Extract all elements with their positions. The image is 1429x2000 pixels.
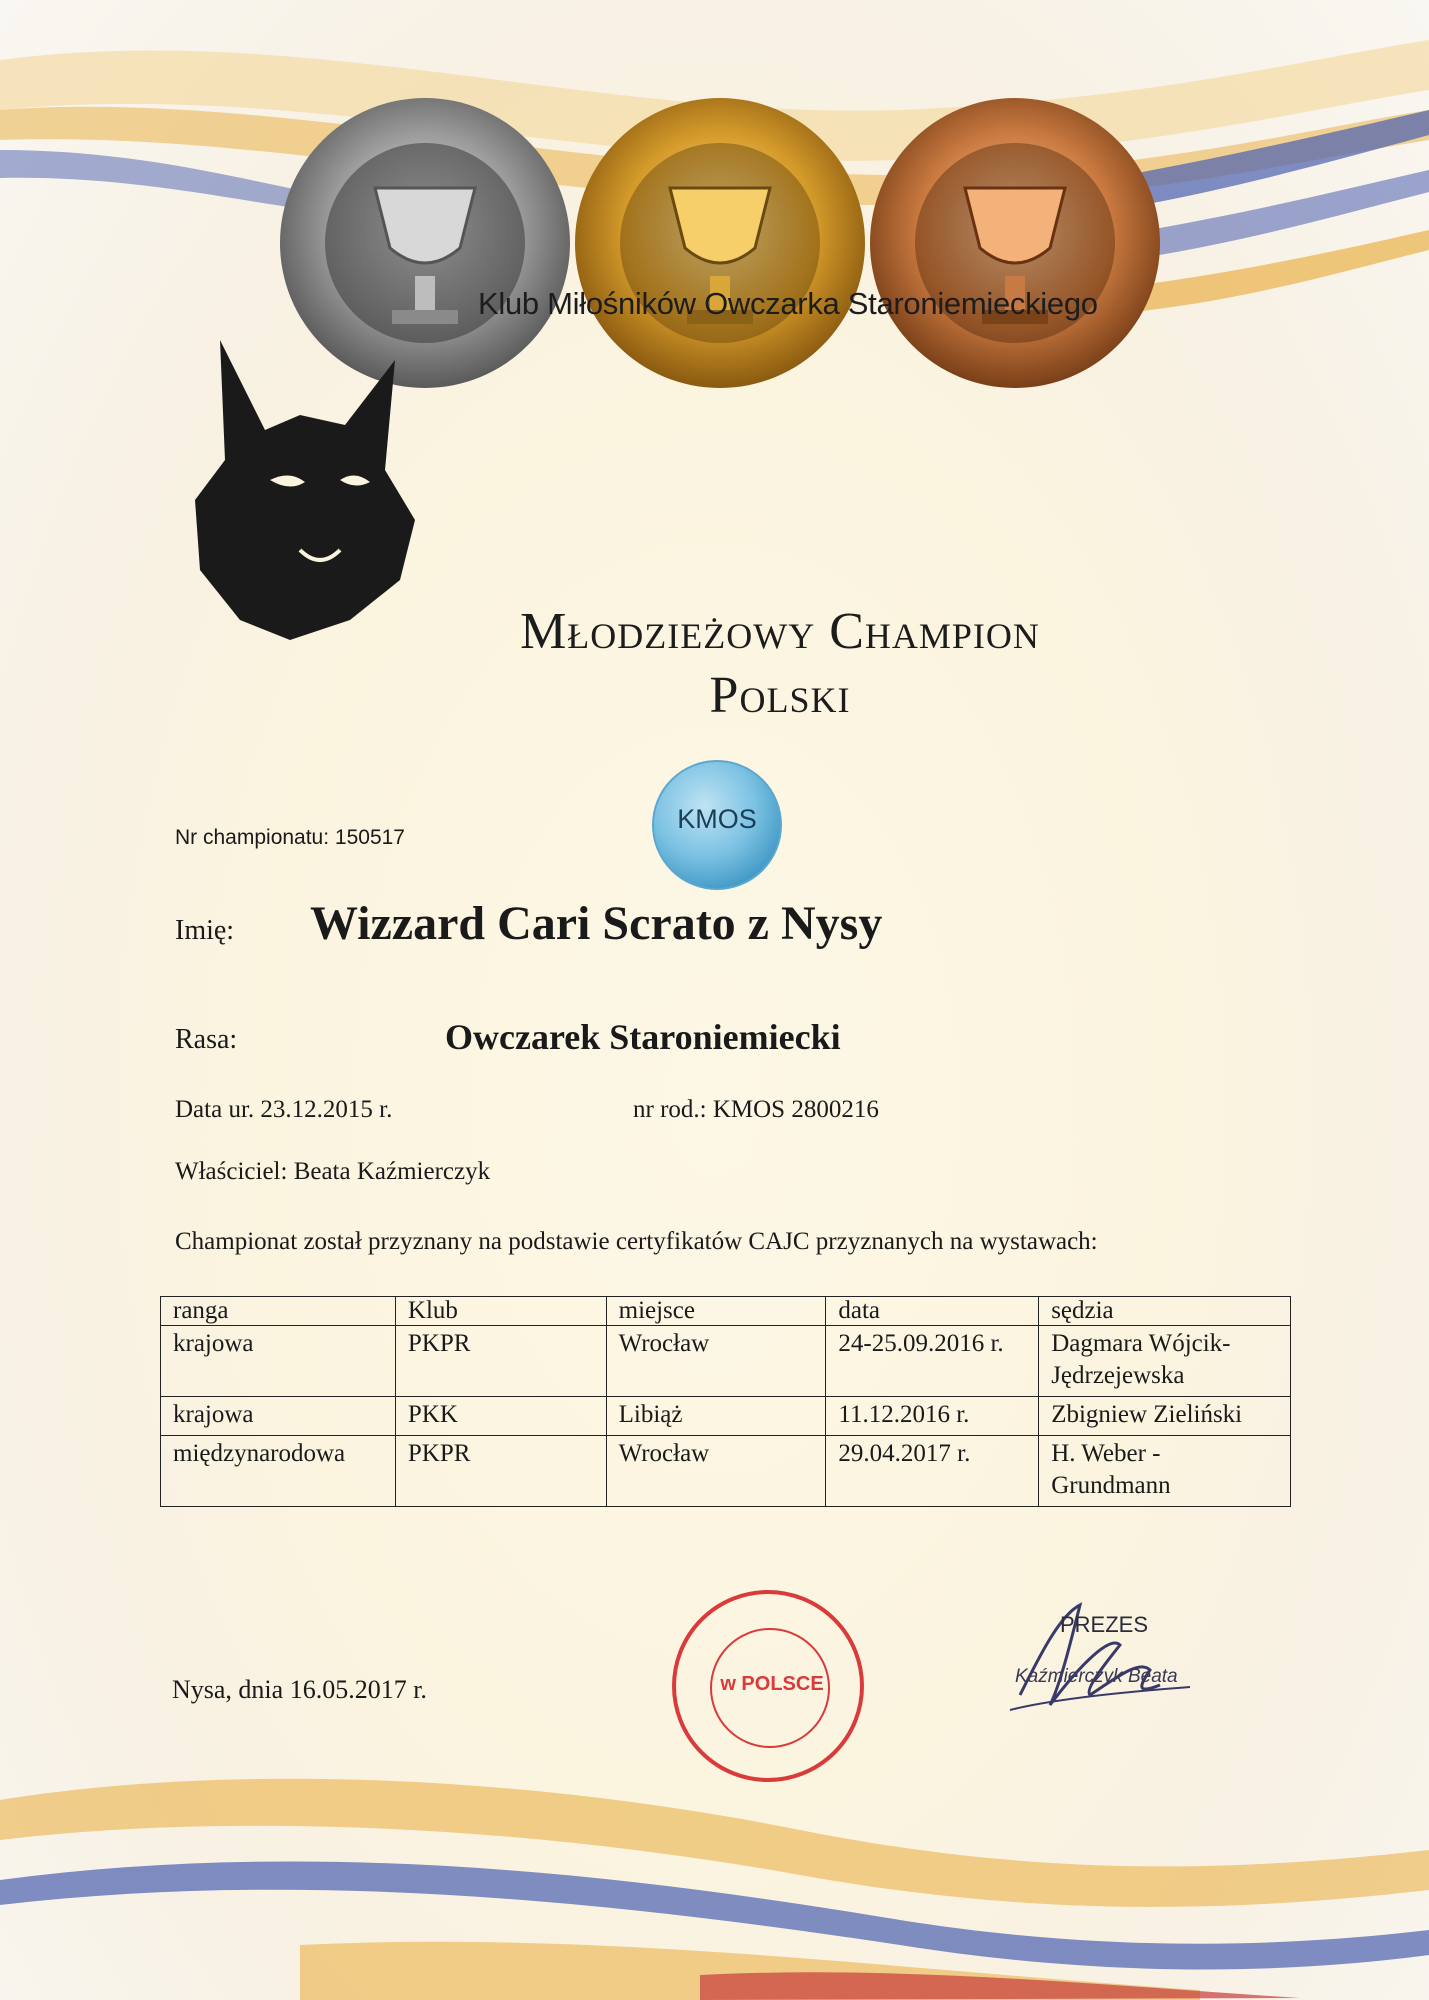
cell-rank: krajowa bbox=[161, 1326, 396, 1397]
award-basis: Championat został przyznany na podstawie certyfikatów CAJC przyznanych na wystawach: bbox=[175, 1228, 1098, 1255]
cell-club: PKK bbox=[395, 1397, 606, 1436]
breed-label: Rasa: bbox=[175, 1024, 238, 1055]
cell-rank: krajowa bbox=[161, 1397, 396, 1436]
kmos-hologram-seal bbox=[652, 760, 782, 890]
table-row bbox=[161, 1326, 1291, 1397]
president-signature bbox=[990, 1575, 1220, 1725]
championship-number: Nr championatu: 150517 bbox=[175, 826, 405, 849]
cell-club: PKPR bbox=[395, 1436, 606, 1507]
title-line-2: Polski bbox=[709, 667, 851, 724]
cell-judge: H. Weber - Grundmann bbox=[1039, 1436, 1291, 1507]
header-place: miejsce bbox=[606, 1297, 826, 1326]
gold-medal-icon bbox=[575, 98, 865, 388]
cell-date: 29.04.2017 r. bbox=[826, 1436, 1039, 1507]
dog-name: Wizzard Cari Scrato z Nysy bbox=[310, 897, 883, 950]
stamp-center-text: w POLSCE bbox=[720, 1673, 824, 1695]
cell-place: Wrocław bbox=[606, 1436, 826, 1507]
cell-judge: Zbigniew Zieliński bbox=[1039, 1397, 1291, 1436]
breed-value: Owczarek Staroniemiecki bbox=[445, 1017, 841, 1057]
bottom-decorative-waves bbox=[0, 1740, 1429, 2000]
header-judge: sędzia bbox=[1039, 1297, 1291, 1326]
cell-place: Wrocław bbox=[606, 1326, 826, 1397]
date-of-birth: Data ur. 23.12.2015 r. bbox=[175, 1096, 393, 1123]
bronze-medal-icon bbox=[870, 98, 1160, 388]
club-name: Klub Miłośników Owczarka Staroniemieckiego bbox=[478, 286, 1098, 321]
place-and-date: Nysa, dnia 16.05.2017 r. bbox=[172, 1675, 427, 1704]
cell-place: Libiąż bbox=[606, 1397, 826, 1436]
pedigree-number: nr rod.: KMOS 2800216 bbox=[633, 1096, 879, 1123]
header-club: Klub bbox=[395, 1297, 606, 1326]
shows-table bbox=[160, 1296, 1291, 1507]
cell-club: PKPR bbox=[395, 1326, 606, 1397]
seal-center-text: KMOS bbox=[677, 804, 757, 834]
cell-judge: Dagmara Wójcik-Jędrzejewska bbox=[1039, 1326, 1291, 1397]
cell-rank: międzynarodowa bbox=[161, 1436, 396, 1507]
owner: Właściciel: Beata Kaźmierczyk bbox=[175, 1158, 491, 1185]
header-date: data bbox=[826, 1297, 1039, 1326]
certificate-title bbox=[300, 600, 1260, 728]
table-row bbox=[161, 1436, 1291, 1507]
president-name: Kaźmierczyk Beata bbox=[1015, 1666, 1178, 1687]
table-header-row bbox=[161, 1297, 1291, 1326]
president-title: PREZES bbox=[1060, 1612, 1149, 1637]
cell-date: 11.12.2016 r. bbox=[826, 1397, 1039, 1436]
header-rank: ranga bbox=[161, 1297, 396, 1326]
table-row bbox=[161, 1397, 1291, 1436]
title-line-1: Młodzieżowy Champion bbox=[520, 603, 1040, 660]
name-label: Imię: bbox=[175, 915, 235, 946]
cell-date: 24-25.09.2016 r. bbox=[826, 1326, 1039, 1397]
